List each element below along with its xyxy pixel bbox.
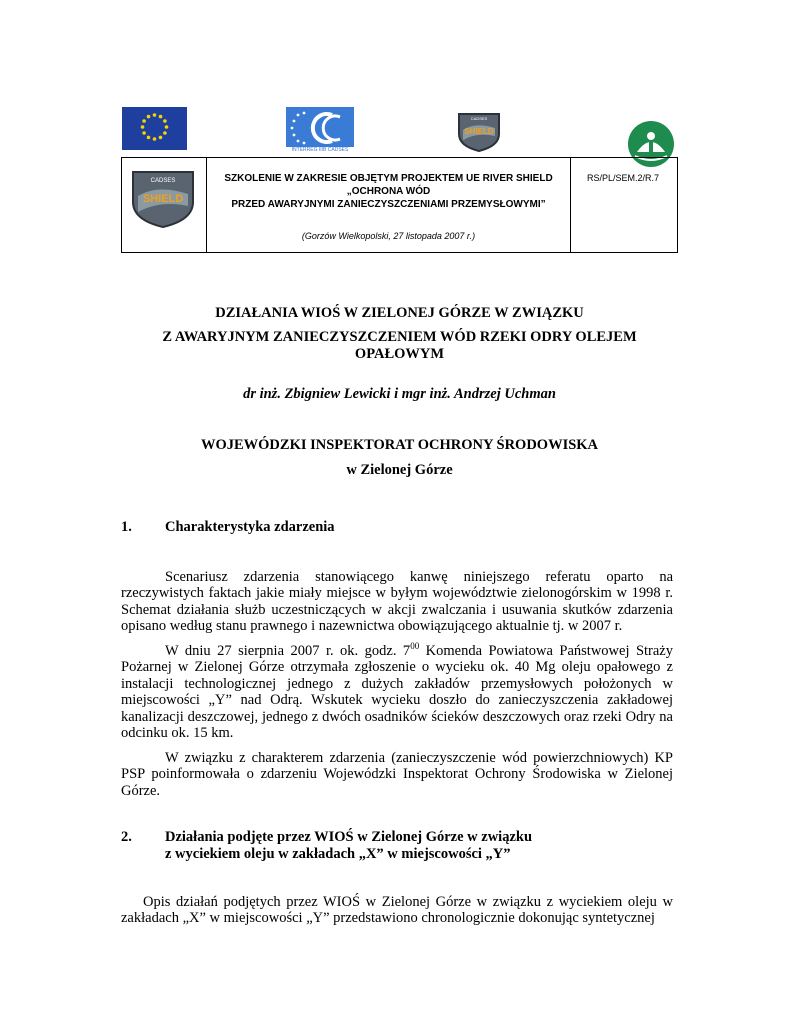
section2-number: 2.: [121, 829, 132, 845]
interreg-logo: [286, 107, 354, 156]
section1-number: 1.: [121, 519, 132, 535]
river-shield-badge-logo: [455, 108, 503, 152]
section1-paragraph2-rest: Komenda Powiatowa Państwowej Straży Pożarnej w Zielonej Górze otrzymała zgłoszenie o wycieku ok. 40 Mg oleju opałowego z instalacji technologicznej jednego z dużych zakładów przemysłowych położonych w miejscowości „Y” nad Odrą. Wskutek wycieku doszło do zanieczyszczenia zakładowej kanalizacji deszczowej, jednego z dwóch osadników ścieków deszczowych oraz rzeki Odry na odcinku ok. 15 km.: [121, 643, 673, 742]
svg-text:SHIELD: SHIELD: [142, 193, 184, 205]
header-title-line2: „OCHRONA WÓD: [346, 186, 431, 197]
eu-flag-logo: [122, 107, 187, 150]
svg-text:CADSES: CADSES: [150, 178, 176, 184]
river-shield-badge-logo: [128, 166, 198, 228]
institution-city: w Zielonej Górze: [346, 462, 453, 478]
header-title-cell: [207, 158, 571, 252]
section2-paragraph1: Opis działań podjętych przez WIOŚ w Zielonej Górze w związku z wyciekiem oleju w zakładach „X” w miejscowości „Y” przedstawiono chronologicznie dokonując syntetycznej: [121, 894, 673, 927]
interreg-label: INTERREG IIIB CADSES: [291, 147, 349, 153]
header-title-line3: PRZED AWARYJNYMI ZANIECZYSZCZENIAMI PRZEMYSŁOWYMI”: [231, 199, 546, 210]
section2-title-line1: Działania podjęte przez WIOŚ w Zielonej Górze w związku: [165, 829, 533, 845]
time-superscript: 00: [410, 641, 420, 652]
header-title-line1: SZKOLENIE W ZAKRESIE OBJĘTYM PROJEKTEM UE RIVER SHIELD: [224, 173, 553, 184]
section1-paragraph3: W związku z charakterem zdarzenia (zanieczyszczenie wód powierzchniowych) KP PSP poinformowała o zdarzeniu Wojewódzki Inspektorat Ochrony Środowiska w Zielonej Górze.: [121, 750, 673, 799]
section1-paragraph2-start: W dniu 27 sierpnia 2007 r. ok. godz. 7: [165, 643, 411, 659]
section1-paragraph1: Scenariusz zdarzenia stanowiącego kanwę niniejszego referatu oparto na rzeczywistych faktach jakie miały miejsce w byłym województwie zielonogórskim w 1998 r. Schemat działania służb uczestniczących w akcji zwalczania i usuwania skutków zdarzenia opisano według stanu prawnego i nazewnictwa obowiązującego aktualnie tj. w 2007 r.: [121, 569, 673, 635]
section1-paragraph2: [121, 643, 673, 741]
header-place-date: (Gorzów Wielkopolski, 27 listopada 2007 r.): [301, 231, 476, 241]
header-ref-cell: [571, 158, 677, 252]
main-title-line2: Z AWARYJNYM ZANIECZYSZCZENIEM WÓD RZEKI ODRY OLEJEM: [162, 329, 637, 345]
main-title-line3: OPAŁOWYM: [354, 346, 445, 362]
document-ref-code: RS/PL/SEM.2/R.7: [587, 173, 660, 183]
header-logo-cell: [122, 158, 207, 252]
svg-text:SHIELD: SHIELD: [464, 127, 494, 136]
svg-text:CADSES: CADSES: [470, 116, 488, 121]
section2-title-line2: z wyciekiem oleju w zakładach „X” w miejscowości „Y”: [165, 846, 511, 862]
main-title-line1: DZIAŁANIA WIOŚ W ZIELONEJ GÓRZE W ZWIĄZKU: [215, 305, 584, 321]
section1-title: Charakterystyka zdarzenia: [165, 519, 335, 535]
institution-name: WOJEWÓDZKI INSPEKTORAT OCHRONY ŚRODOWISKA: [200, 437, 599, 453]
authors: dr inż. Zbigniew Lewicki i mgr inż. Andrzej Uchman: [243, 386, 556, 402]
header-table: [121, 157, 678, 253]
